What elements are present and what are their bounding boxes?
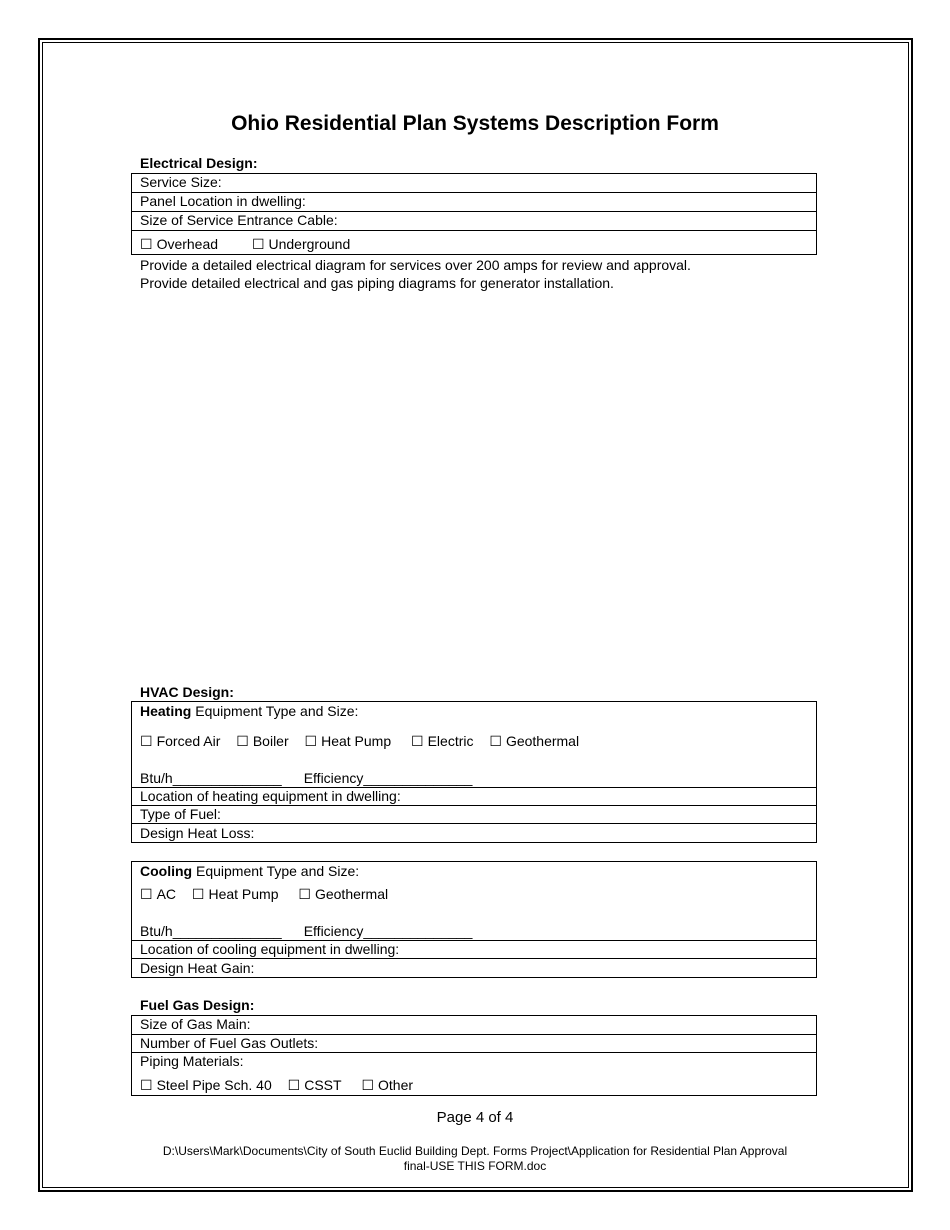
service-type-row	[132, 236, 816, 253]
gas-main-label: Size of Gas Main:	[140, 1016, 251, 1032]
heat-pump-checkbox[interactable]	[305, 733, 392, 750]
electric-checkbox[interactable]	[411, 733, 473, 750]
boiler-label: Boiler	[252, 733, 289, 749]
checkbox-icon: ☐	[140, 1077, 153, 1093]
checkbox-icon: ☐	[411, 733, 424, 749]
cooling-geothermal-checkbox[interactable]	[298, 886, 388, 903]
piping-materials-label: Piping Materials:	[140, 1053, 244, 1069]
csst-label: CSST	[304, 1077, 342, 1093]
heating-location-field[interactable]	[132, 788, 816, 806]
panel-location-label: Panel Location in dwelling:	[140, 193, 306, 209]
underground-label: Underground	[268, 236, 351, 252]
checkbox-icon: ☐	[251, 236, 265, 252]
service-size-field[interactable]	[132, 174, 816, 193]
other-label: Other	[378, 1077, 414, 1093]
checkbox-icon: ☐	[236, 733, 249, 749]
heat-loss-field[interactable]	[132, 825, 816, 842]
cable-size-field[interactable]	[132, 212, 816, 231]
electrical-note-1: Provide a detailed electrical diagram for services over 200 amps for review and approval.	[140, 257, 691, 273]
steel-pipe-label: Steel Pipe Sch. 40	[156, 1077, 272, 1093]
fuel-gas-table	[131, 1015, 817, 1096]
gas-outlets-label: Number of Fuel Gas Outlets:	[140, 1035, 319, 1051]
cooling-options-row	[132, 886, 816, 903]
geothermal-checkbox[interactable]	[489, 733, 579, 750]
checkbox-icon: ☐	[191, 886, 205, 902]
cooling-efficiency-field[interactable]: Efficiency______________	[303, 923, 473, 939]
heating-location-label: Location of heating equipment in dwelling:	[140, 788, 401, 804]
cooling-btu-efficiency-row	[132, 923, 816, 941]
steel-pipe-checkbox[interactable]	[140, 1077, 272, 1094]
heat-gain-field[interactable]	[132, 960, 816, 977]
checkbox-icon: ☐	[304, 733, 318, 749]
overhead-label: Overhead	[156, 236, 219, 252]
heating-rest-label: Equipment Type and Size:	[191, 703, 359, 719]
cooling-bold-label: Cooling	[140, 863, 193, 879]
cooling-btu-field[interactable]: Btu/h______________	[140, 923, 282, 939]
fuel-type-field[interactable]	[132, 806, 816, 824]
checkbox-icon: ☐	[140, 236, 153, 252]
checkbox-icon: ☐	[361, 1077, 374, 1093]
heating-table	[131, 701, 817, 843]
ac-label: AC	[156, 886, 177, 902]
checkbox-icon: ☐	[298, 886, 311, 902]
cooling-location-label: Location of cooling equipment in dwelling:	[140, 941, 400, 957]
cooling-heat-pump-label: Heat Pump	[208, 886, 279, 902]
service-size-label: Service Size:	[140, 174, 222, 190]
checkbox-icon: ☐	[489, 733, 502, 749]
heat-pump-label: Heat Pump	[321, 733, 392, 749]
ac-checkbox[interactable]	[140, 886, 176, 903]
overhead-checkbox[interactable]	[140, 236, 218, 253]
electric-label: Electric	[427, 733, 474, 749]
heating-bold-label: Heating	[140, 703, 192, 719]
gas-outlets-field[interactable]	[132, 1035, 816, 1053]
heating-btu-field[interactable]: Btu/h______________	[140, 770, 282, 786]
file-path	[0, 1144, 950, 1174]
heating-btu-efficiency-row	[132, 770, 816, 788]
geothermal-label: Geothermal	[505, 733, 580, 749]
gas-main-field[interactable]	[132, 1016, 816, 1035]
checkbox-icon: ☐	[287, 1077, 301, 1093]
underground-checkbox[interactable]	[252, 236, 350, 253]
electrical-note-2: Provide detailed electrical and gas piping diagrams for generator installation.	[140, 275, 614, 291]
heating-efficiency-field[interactable]: Efficiency______________	[303, 770, 473, 786]
boiler-checkbox[interactable]	[236, 733, 288, 750]
cooling-table	[131, 861, 817, 978]
cooling-location-field[interactable]	[132, 941, 816, 959]
csst-checkbox[interactable]	[288, 1077, 342, 1094]
heating-equipment-label	[132, 703, 816, 720]
cooling-geothermal-label: Geothermal	[314, 886, 389, 902]
forced-air-checkbox[interactable]	[140, 733, 220, 750]
file-path-line-2: final-USE THIS FORM.doc	[403, 1159, 547, 1173]
file-path-line-1: D:\Users\Mark\Documents\City of South Euclid Building Dept. Forms Project\Application for Residential Plan Approval	[162, 1144, 788, 1158]
cable-size-label: Size of Service Entrance Cable:	[140, 212, 338, 228]
checkbox-icon: ☐	[140, 733, 153, 749]
cooling-heat-pump-checkbox[interactable]	[192, 886, 279, 903]
form-title: Ohio Residential Plan Systems Description Form	[231, 112, 719, 135]
cooling-rest-label: Equipment Type and Size:	[192, 863, 360, 879]
heating-options-row	[132, 733, 816, 750]
checkbox-icon: ☐	[140, 886, 153, 902]
heat-loss-label: Design Heat Loss:	[140, 825, 255, 841]
cooling-equipment-label	[132, 863, 816, 880]
heat-gain-label: Design Heat Gain:	[140, 960, 255, 976]
panel-location-field[interactable]	[132, 193, 816, 212]
page-number: Page 4 of 4	[436, 1109, 514, 1126]
electrical-table	[131, 173, 817, 255]
other-checkbox[interactable]	[361, 1077, 413, 1094]
fuel-type-label: Type of Fuel:	[140, 806, 221, 822]
electrical-heading: Electrical Design:	[140, 155, 258, 171]
hvac-heading: HVAC Design:	[140, 684, 234, 700]
piping-options-row	[132, 1077, 816, 1094]
fuel-gas-heading: Fuel Gas Design:	[140, 997, 255, 1013]
forced-air-label: Forced Air	[156, 733, 221, 749]
